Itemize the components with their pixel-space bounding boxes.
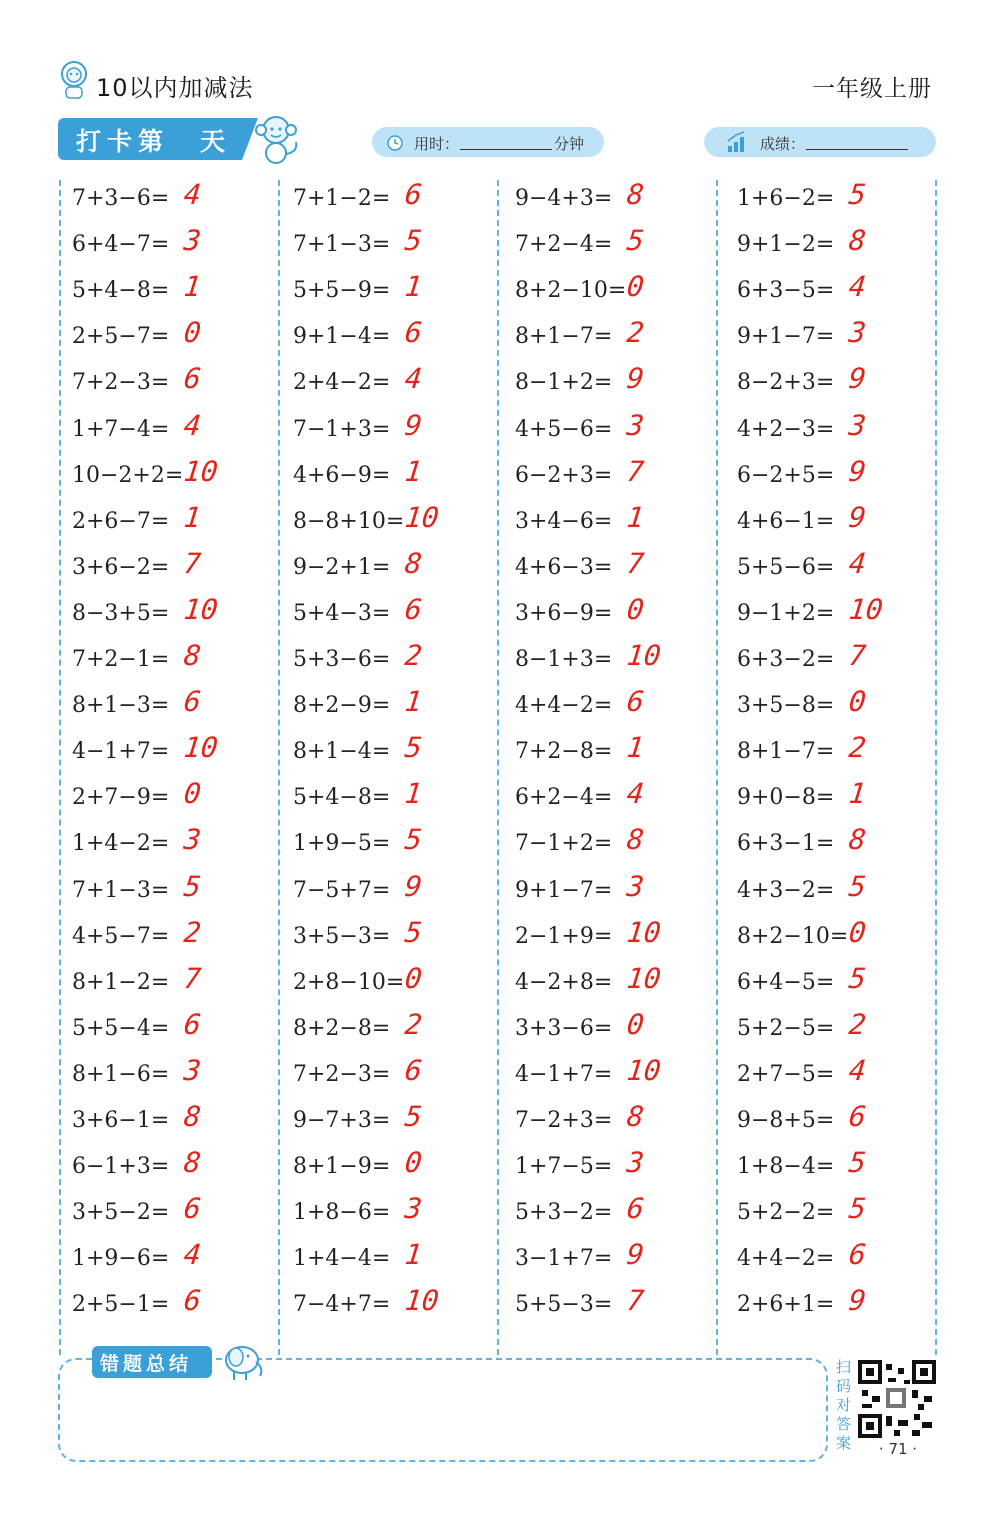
handwritten-answer[interactable]: 0 — [403, 962, 424, 995]
equation: 4−1+7= — [515, 1062, 613, 1087]
handwritten-answer[interactable]: 4 — [182, 409, 203, 442]
equation: 6+3−5= — [737, 278, 835, 303]
handwritten-answer[interactable]: 5 — [625, 224, 646, 257]
handwritten-answer[interactable]: 1 — [182, 270, 203, 303]
equation: 1+9−5= — [293, 831, 391, 856]
handwritten-answer[interactable]: 9 — [403, 409, 424, 442]
handwritten-answer[interactable]: 3 — [403, 1192, 424, 1225]
handwritten-answer[interactable]: 3 — [625, 1146, 646, 1179]
equation: 8−1+3= — [515, 647, 613, 672]
equation: 3+3−6= — [515, 1016, 613, 1041]
time-label: 用时： — [414, 135, 460, 153]
equation: 10−2+2= — [72, 463, 184, 488]
handwritten-answer[interactable]: 6 — [403, 1054, 424, 1087]
handwritten-answer[interactable]: 4 — [625, 777, 646, 810]
handwritten-answer[interactable]: 10 — [625, 916, 663, 949]
equation: 8−1+2= — [515, 370, 613, 395]
equation: 3+5−8= — [737, 693, 835, 718]
handwritten-answer[interactable]: 8 — [182, 1100, 203, 1133]
equation: 9+1−7= — [515, 878, 613, 903]
handwritten-answer[interactable]: 6 — [403, 178, 424, 211]
handwritten-answer[interactable]: 2 — [403, 639, 424, 672]
equation: 8+1−2= — [72, 970, 170, 995]
handwritten-answer[interactable]: 6 — [403, 316, 424, 349]
handwritten-answer[interactable]: 5 — [847, 870, 868, 903]
score-blank — [806, 149, 908, 150]
equation: 2+7−9= — [72, 785, 170, 810]
equation: 5+5−4= — [72, 1016, 170, 1041]
left-border — [59, 180, 61, 1355]
equation: 9−7+3= — [293, 1108, 391, 1133]
equation: 7+1−3= — [293, 232, 391, 257]
equation: 8−3+5= — [72, 601, 170, 626]
handwritten-answer[interactable]: 1 — [625, 501, 646, 534]
handwritten-answer[interactable]: 1 — [403, 777, 424, 810]
handwritten-answer[interactable]: 6 — [182, 1008, 203, 1041]
equation: 5+3−6= — [293, 647, 391, 672]
handwritten-answer[interactable]: 6 — [182, 1284, 203, 1317]
handwritten-answer[interactable]: 0 — [182, 777, 203, 810]
equation: 7+3−6= — [72, 186, 170, 211]
handwritten-answer[interactable]: 10 — [182, 455, 220, 488]
handwritten-answer[interactable]: 6 — [182, 362, 203, 395]
handwritten-answer[interactable]: 9 — [625, 1238, 646, 1271]
page-number: · 71 · — [878, 1440, 918, 1458]
equation: 8−8+10= — [293, 509, 405, 534]
equation: 8+1−6= — [72, 1062, 170, 1087]
equation: 8+1−3= — [72, 693, 170, 718]
right-border — [935, 180, 937, 1355]
column-divider — [716, 180, 718, 1355]
equation: 8+1−4= — [293, 739, 391, 764]
handwritten-answer[interactable]: 2 — [403, 1008, 424, 1041]
handwritten-answer[interactable]: 0 — [403, 1146, 424, 1179]
handwritten-answer[interactable]: 8 — [625, 1100, 646, 1133]
handwritten-answer[interactable]: 1 — [182, 501, 203, 534]
score-field[interactable] — [704, 127, 936, 157]
equation: 4+3−2= — [737, 878, 835, 903]
handwritten-answer[interactable]: 7 — [182, 962, 203, 995]
equation: 7−1+3= — [293, 417, 391, 442]
mistake-summary-label: 错题总结 — [100, 1353, 193, 1375]
handwritten-answer[interactable]: 9 — [847, 1284, 868, 1317]
equation: 9−2+1= — [293, 555, 391, 580]
equation: 9+1−4= — [293, 324, 391, 349]
grade-label: 一年级上册 — [812, 76, 932, 102]
handwritten-answer[interactable]: 4 — [847, 1054, 868, 1087]
handwritten-answer[interactable]: 9 — [847, 501, 868, 534]
checkin-label: 打卡第 — [76, 127, 170, 156]
handwritten-answer[interactable]: 9 — [847, 455, 868, 488]
handwritten-answer[interactable]: 4 — [403, 362, 424, 395]
equation: 4+4−2= — [737, 1246, 835, 1271]
equation: 6+3−2= — [737, 647, 835, 672]
equation: 3+6−9= — [515, 601, 613, 626]
handwritten-answer[interactable]: 3 — [847, 409, 868, 442]
equation: 7−4+7= — [293, 1292, 391, 1317]
equation: 3+6−2= — [72, 555, 170, 580]
equation: 9−4+3= — [515, 186, 613, 211]
equation: 2−1+9= — [515, 924, 613, 949]
handwritten-answer[interactable]: 1 — [403, 270, 424, 303]
equation: 5+5−3= — [515, 1292, 613, 1317]
equation: 2+6−7= — [72, 509, 170, 534]
equation: 7+2−8= — [515, 739, 613, 764]
handwritten-answer[interactable]: 1 — [847, 777, 868, 810]
handwritten-answer[interactable]: 7 — [847, 639, 868, 672]
handwritten-answer[interactable]: 5 — [403, 1100, 424, 1133]
equation: 1+7−5= — [515, 1154, 613, 1179]
handwritten-answer[interactable]: 10 — [403, 501, 441, 534]
equation: 7−5+7= — [293, 878, 391, 903]
handwritten-answer[interactable]: 0 — [182, 316, 203, 349]
handwritten-answer[interactable]: 3 — [182, 823, 203, 856]
time-blank — [460, 149, 552, 150]
equation: 4−1+7= — [72, 739, 170, 764]
handwritten-answer[interactable]: 1 — [403, 1238, 424, 1271]
equation: 6−2+3= — [515, 463, 613, 488]
equation: 7+2−3= — [72, 370, 170, 395]
handwritten-answer[interactable]: 0 — [847, 916, 868, 949]
equation: 8+1−7= — [515, 324, 613, 349]
handwritten-answer[interactable]: 4 — [847, 270, 868, 303]
equation: 6+2−4= — [515, 785, 613, 810]
handwritten-answer[interactable]: 3 — [847, 316, 868, 349]
handwritten-answer[interactable]: 3 — [182, 224, 203, 257]
handwritten-answer[interactable]: 7 — [625, 455, 646, 488]
equation: 4+5−7= — [72, 924, 170, 949]
equation: 5+5−6= — [737, 555, 835, 580]
handwritten-answer[interactable]: 0 — [625, 593, 646, 626]
handwritten-answer[interactable]: 10 — [182, 593, 220, 626]
equation: 1+7−4= — [72, 417, 170, 442]
handwritten-answer[interactable]: 7 — [625, 1284, 646, 1317]
growth-chart-icon — [726, 131, 748, 153]
equation: 8+1−9= — [293, 1154, 391, 1179]
equation: 3+4−6= — [515, 509, 613, 534]
equation: 8+1−7= — [737, 739, 835, 764]
handwritten-answer[interactable]: 8 — [847, 823, 868, 856]
equation: 6+3−1= — [737, 831, 835, 856]
handwritten-answer[interactable]: 6 — [625, 685, 646, 718]
handwritten-answer[interactable]: 5 — [182, 870, 203, 903]
handwritten-answer[interactable]: 9 — [625, 362, 646, 395]
equation: 6−2+5= — [737, 463, 835, 488]
equation: 3−1+7= — [515, 1246, 613, 1271]
equation: 4+5−6= — [515, 417, 613, 442]
handwritten-answer[interactable]: 10 — [182, 731, 220, 764]
handwritten-answer[interactable]: 5 — [403, 916, 424, 949]
handwritten-answer[interactable]: 7 — [625, 547, 646, 580]
handwritten-answer[interactable]: 6 — [847, 1238, 868, 1271]
handwritten-answer[interactable]: 6 — [182, 1192, 203, 1225]
equation: 1+8−4= — [737, 1154, 835, 1179]
handwritten-answer[interactable]: 9 — [847, 362, 868, 395]
equation: 4+4−2= — [515, 693, 613, 718]
handwritten-answer[interactable]: 5 — [847, 1146, 868, 1179]
handwritten-answer[interactable]: 6 — [403, 593, 424, 626]
handwritten-answer[interactable]: 6 — [847, 1100, 868, 1133]
handwritten-answer[interactable]: 4 — [847, 547, 868, 580]
handwritten-answer[interactable]: 8 — [182, 639, 203, 672]
equation: 1+6−2= — [737, 186, 835, 211]
equation: 2+7−5= — [737, 1062, 835, 1087]
equation: 5+5−9= — [293, 278, 391, 303]
equation: 2+5−1= — [72, 1292, 170, 1317]
equation: 2+5−7= — [72, 324, 170, 349]
handwritten-answer[interactable]: 8 — [403, 547, 424, 580]
handwritten-answer[interactable]: 7 — [182, 547, 203, 580]
handwritten-answer[interactable]: 5 — [403, 224, 424, 257]
equation: 5+3−2= — [515, 1200, 613, 1225]
equation: 8+2−10= — [515, 278, 627, 303]
equation: 7+2−4= — [515, 232, 613, 257]
handwritten-answer[interactable]: 5 — [847, 1192, 868, 1225]
column-divider — [497, 180, 499, 1355]
handwritten-answer[interactable]: 3 — [625, 409, 646, 442]
equation: 4+6−3= — [515, 555, 613, 580]
equation: 4+6−9= — [293, 463, 391, 488]
equation: 4+2−3= — [737, 417, 835, 442]
handwritten-answer[interactable]: 10 — [625, 962, 663, 995]
handwritten-answer[interactable]: 5 — [847, 178, 868, 211]
handwritten-answer[interactable]: 2 — [182, 916, 203, 949]
equation: 9+1−7= — [737, 324, 835, 349]
equation: 7+1−2= — [293, 186, 391, 211]
equation: 1+9−6= — [72, 1246, 170, 1271]
equation: 5+4−8= — [293, 785, 391, 810]
equation: 3+6−1= — [72, 1108, 170, 1133]
equation: 9−8+5= — [737, 1108, 835, 1133]
score-label: 成绩： — [760, 135, 806, 153]
scan-qr-label: 扫码对答案 — [836, 1358, 852, 1452]
equation: 8+2−10= — [737, 924, 849, 949]
elephant-icon — [212, 1340, 268, 1382]
equation: 1+8−6= — [293, 1200, 391, 1225]
lion-logo-icon — [58, 60, 90, 100]
equation: 7+2−1= — [72, 647, 170, 672]
handwritten-answer[interactable]: 9 — [403, 870, 424, 903]
equation: 6−1+3= — [72, 1154, 170, 1179]
equation: 8+2−9= — [293, 693, 391, 718]
handwritten-answer[interactable]: 10 — [847, 593, 885, 626]
handwritten-answer[interactable]: 4 — [182, 1238, 203, 1271]
equation: 2+8−10= — [293, 970, 405, 995]
equation: 1+4−2= — [72, 831, 170, 856]
handwritten-answer[interactable]: 1 — [403, 685, 424, 718]
handwritten-answer[interactable]: 8 — [625, 178, 646, 211]
equation: 4+6−1= — [737, 509, 835, 534]
equation: 4−2+8= — [515, 970, 613, 995]
handwritten-answer[interactable]: 8 — [625, 823, 646, 856]
equation: 6+4−5= — [737, 970, 835, 995]
handwritten-answer[interactable]: 10 — [625, 1054, 663, 1087]
handwritten-answer[interactable]: 0 — [625, 1008, 646, 1041]
handwritten-answer[interactable]: 0 — [847, 685, 868, 718]
monkey-icon — [248, 112, 304, 166]
handwritten-answer[interactable]: 5 — [403, 823, 424, 856]
qr-code-icon[interactable] — [858, 1360, 936, 1438]
equation: 9+0−8= — [737, 785, 835, 810]
equation: 7+1−3= — [72, 878, 170, 903]
handwritten-answer[interactable]: 2 — [625, 316, 646, 349]
equation: 2+6+1= — [737, 1292, 835, 1317]
equation: 8+2−8= — [293, 1016, 391, 1041]
equation: 7−1+2= — [515, 831, 613, 856]
handwritten-answer[interactable]: 8 — [847, 224, 868, 257]
equation: 7+2−3= — [293, 1062, 391, 1087]
equation: 3+5−2= — [72, 1200, 170, 1225]
equation: 5+4−3= — [293, 601, 391, 626]
handwritten-answer[interactable]: 6 — [625, 1192, 646, 1225]
handwritten-answer[interactable]: 3 — [625, 870, 646, 903]
equation: 8−2+3= — [737, 370, 835, 395]
handwritten-answer[interactable]: 5 — [403, 731, 424, 764]
clock-icon — [386, 133, 404, 151]
handwritten-answer[interactable]: 6 — [182, 685, 203, 718]
handwritten-answer[interactable]: 10 — [625, 639, 663, 672]
equation: 2+4−2= — [293, 370, 391, 395]
handwritten-answer[interactable]: 0 — [625, 270, 646, 303]
equation: 5+2−2= — [737, 1200, 835, 1225]
equation: 5+4−8= — [72, 278, 170, 303]
handwritten-answer[interactable]: 4 — [182, 178, 203, 211]
handwritten-answer[interactable]: 2 — [847, 731, 868, 764]
handwritten-answer[interactable]: 1 — [403, 455, 424, 488]
equation: 6+4−7= — [72, 232, 170, 257]
handwritten-answer[interactable]: 1 — [625, 731, 646, 764]
equation: 9+1−2= — [737, 232, 835, 257]
checkin-day-label: 天 — [200, 127, 226, 156]
book-title: 10以内加减法 — [96, 74, 254, 102]
equation: 1+4−4= — [293, 1246, 391, 1271]
handwritten-answer[interactable]: 8 — [182, 1146, 203, 1179]
handwritten-answer[interactable]: 2 — [847, 1008, 868, 1041]
time-unit: 分钟 — [554, 135, 585, 153]
equation: 7−2+3= — [515, 1108, 613, 1133]
handwritten-answer[interactable]: 10 — [403, 1284, 441, 1317]
equation: 3+5−3= — [293, 924, 391, 949]
handwritten-answer[interactable]: 3 — [182, 1054, 203, 1087]
handwritten-answer[interactable]: 5 — [847, 962, 868, 995]
equation: 5+2−5= — [737, 1016, 835, 1041]
column-divider — [278, 180, 280, 1355]
time-field[interactable] — [372, 127, 604, 157]
equation: 9−1+2= — [737, 601, 835, 626]
